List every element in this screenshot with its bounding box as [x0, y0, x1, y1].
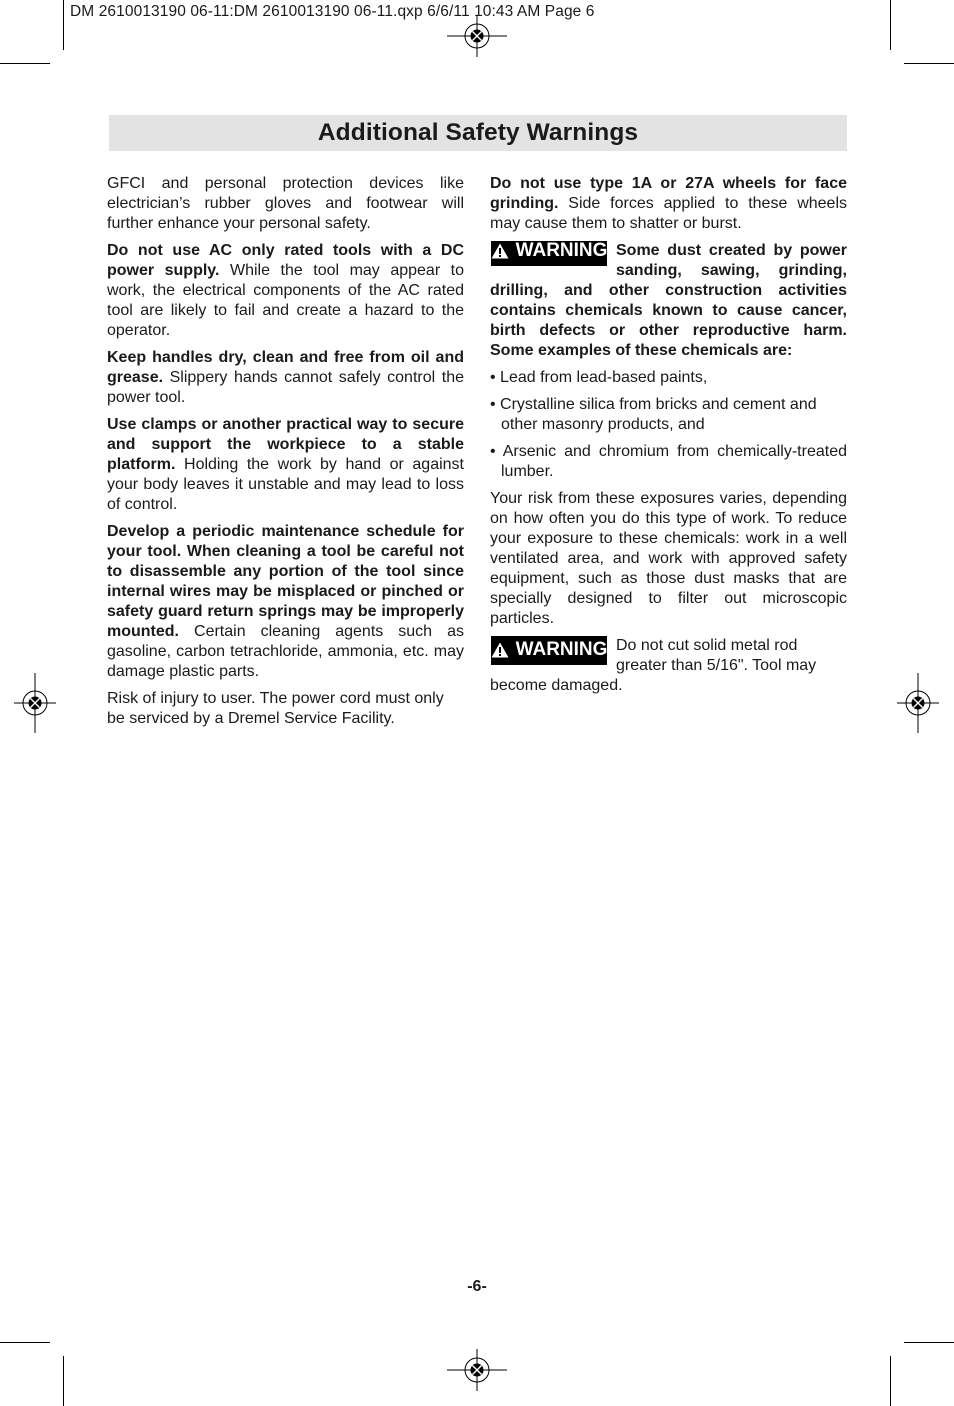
crop-mark — [63, 0, 64, 50]
paragraph-text: While the tool may appear to work, the electrical components of the AC rated tool are likely to fail and create a hazard to the operator. — [107, 262, 465, 339]
warning-badge — [491, 241, 607, 266]
crop-mark — [63, 1356, 64, 1406]
chemicals-list — [490, 368, 847, 482]
paragraph-gfci: GFCI and personal protection devices like electrician’s rubber gloves and footwear will further enhance your personal safety. — [107, 175, 464, 232]
registration-mark-icon — [897, 673, 939, 733]
bold-lead: Do not use type 1A or 27A wheels for face grinding. — [490, 175, 847, 212]
list-item: • Lead from lead-based paints, — [490, 369, 708, 386]
crop-mark — [0, 1342, 50, 1343]
crop-mark — [904, 63, 954, 64]
paragraph-maintenance — [107, 522, 464, 682]
paragraph-text: Slippery hands cannot safely control the power tool. — [107, 369, 464, 406]
warning-label: WARNING — [515, 241, 608, 261]
warning-badge — [491, 636, 607, 665]
paragraph-text: Holding the work by hand or against your body leaves it unstable and may lead to loss of control. — [107, 456, 464, 513]
crop-mark — [0, 63, 50, 64]
crop-mark — [890, 0, 891, 50]
warning-dust-paragraph — [490, 241, 847, 361]
paragraph-ac-dc — [107, 241, 464, 341]
page-title: Additional Safety Warnings — [317, 119, 639, 146]
print-slug: DM 2610013190 06-11:DM 2610013190 06-11.qxp 6/6/11 10:43 AM Page 6 — [70, 3, 595, 20]
paragraph-risk: Your risk from these exposures varies, depending on how often you do this type of work. To reduce your exposure to these chemicals: work in a well ventilated area, and work with approved safety equipment, such as those dust masks that are specially designed to filter out microscopic particles. — [490, 490, 847, 627]
bold-lead: Do not use AC only rated tools with a DC power supply. — [107, 242, 464, 279]
title-banner — [109, 115, 847, 151]
right-column — [490, 174, 847, 703]
warning-label: WARNING — [515, 639, 608, 660]
warning-metal-rod-text: Do not cut solid metal rod greater than 5/16". Tool may become damaged. — [490, 637, 817, 694]
paragraph-handles — [107, 348, 464, 408]
page-number: -6- — [467, 1278, 487, 1295]
paragraph-text: Side forces applied to these wheels may cause them to shatter or burst. — [490, 195, 847, 232]
crop-mark — [904, 1342, 954, 1343]
crop-mark — [890, 1356, 891, 1406]
list-item: • Arsenic and chromium from chemically-treated lumber. — [490, 443, 847, 480]
registration-mark-icon — [14, 673, 56, 733]
paragraph-power-cord: Risk of injury to user. The power cord must only be serviced by a Dremel Service Facility. — [107, 690, 444, 727]
warning-triangle-icon — [491, 642, 509, 658]
left-column — [107, 174, 464, 736]
bold-lead: Use clamps or another practical way to secure and support the workpiece to a stable platform. — [107, 416, 464, 473]
registration-mark-icon — [447, 1349, 507, 1391]
warning-triangle-icon — [491, 243, 509, 259]
list-item: • Crystalline silica from bricks and cement and other masonry products, and — [490, 396, 817, 433]
paragraph-clamps — [107, 415, 464, 515]
registration-mark-icon — [447, 15, 507, 57]
bold-lead: Keep handles dry, clean and free from oil and grease. — [107, 349, 464, 386]
paragraph-wheels — [490, 174, 847, 234]
warning-dust-text: Some dust created by power sanding, sawing, grinding, drilling, and other construction activities contains chemicals known to cause cancer, birth defects or other reproductive harm. Some examples of these chemicals are: — [490, 242, 847, 359]
bold-lead: Develop a periodic maintenance schedule for your tool. When cleaning a tool be careful not to disassemble any portion of the tool since internal wires may be misplaced or pinched or safety guard return springs may be improperly mounted. — [107, 523, 464, 640]
warning-metal-rod-paragraph — [490, 636, 847, 696]
paragraph-text: Certain cleaning agents such as gasoline, carbon tetrachloride, ammonia, etc. may damage plastic parts. — [107, 623, 464, 680]
